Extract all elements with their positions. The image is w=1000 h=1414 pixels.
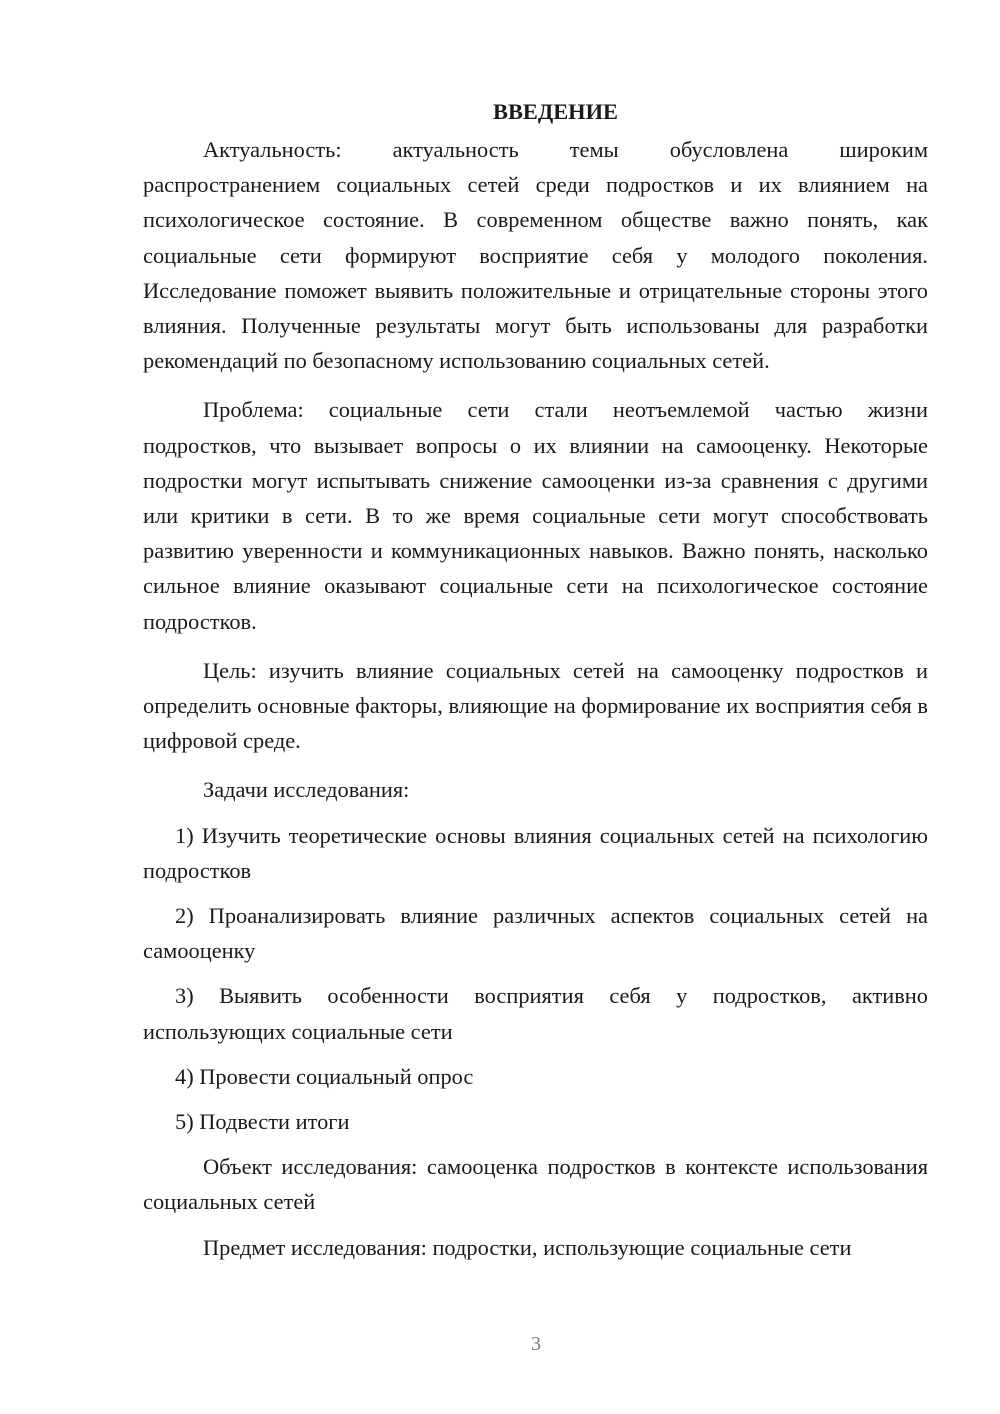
list-item: 2) Проанализировать влияние различных аспектов социальных сетей на самооценку (143, 903, 928, 964)
list-item: 4) Провести социальный опрос (175, 1063, 474, 1089)
list-item: 5) Подвести итоги (175, 1109, 350, 1135)
relevance-paragraph: Актуальность: актуальность темы обусловлена широким распространением социальных сетей среди подростков и их влиянием на психологическое состояние. В современном обществе важно понять, как социальные сети формируют восприятие себя у молодого поколения. Исследование поможет выявить положительные и отрицательные стороны этого влияния. Полученные результаты могут быть использованы для разработки рекомендаций по безопасному использованию социальных сетей. (143, 137, 928, 374)
tasks-list (143, 818, 928, 1140)
list-item: 3) Выявить особенности восприятия себя у подростков, активно использующих социальные сети (143, 983, 928, 1044)
page-number: 3 (531, 1333, 541, 1355)
tasks-heading: Задачи исследования: (203, 777, 410, 803)
section-title: ВВЕДЕНИЕ (493, 99, 618, 124)
page-body (143, 92, 928, 1265)
list-item: 1) Изучить теоретические основы влияния социальных сетей на психологию подростков (143, 822, 928, 883)
object-paragraph: Объект исследования: самооценка подростков в контексте использования социальных сетей (143, 1154, 928, 1215)
goal-paragraph: Цель: изучить влияние социальных сетей на самооценку подростков и определить основные факторы, влияющие на формирование их восприятия себя в цифровой среде. (143, 657, 928, 754)
problem-paragraph: Проблема: социальные сети стали неотъемлемой частью жизни подростков, что вызывает вопросы о их влиянии на самооценку. Некоторые подростки могут испытывать снижение самооценки из-за сравнения с другими или критики в сети. В то же время социальные сети могут способствовать развитию уверенности и коммуникационных навыков. Важно понять, насколько сильное влияние оказывают социальные сети на психологическое состояние подростков. (143, 397, 928, 634)
subject-paragraph: Предмет исследования: подростки, использующие социальные сети (203, 1234, 852, 1260)
